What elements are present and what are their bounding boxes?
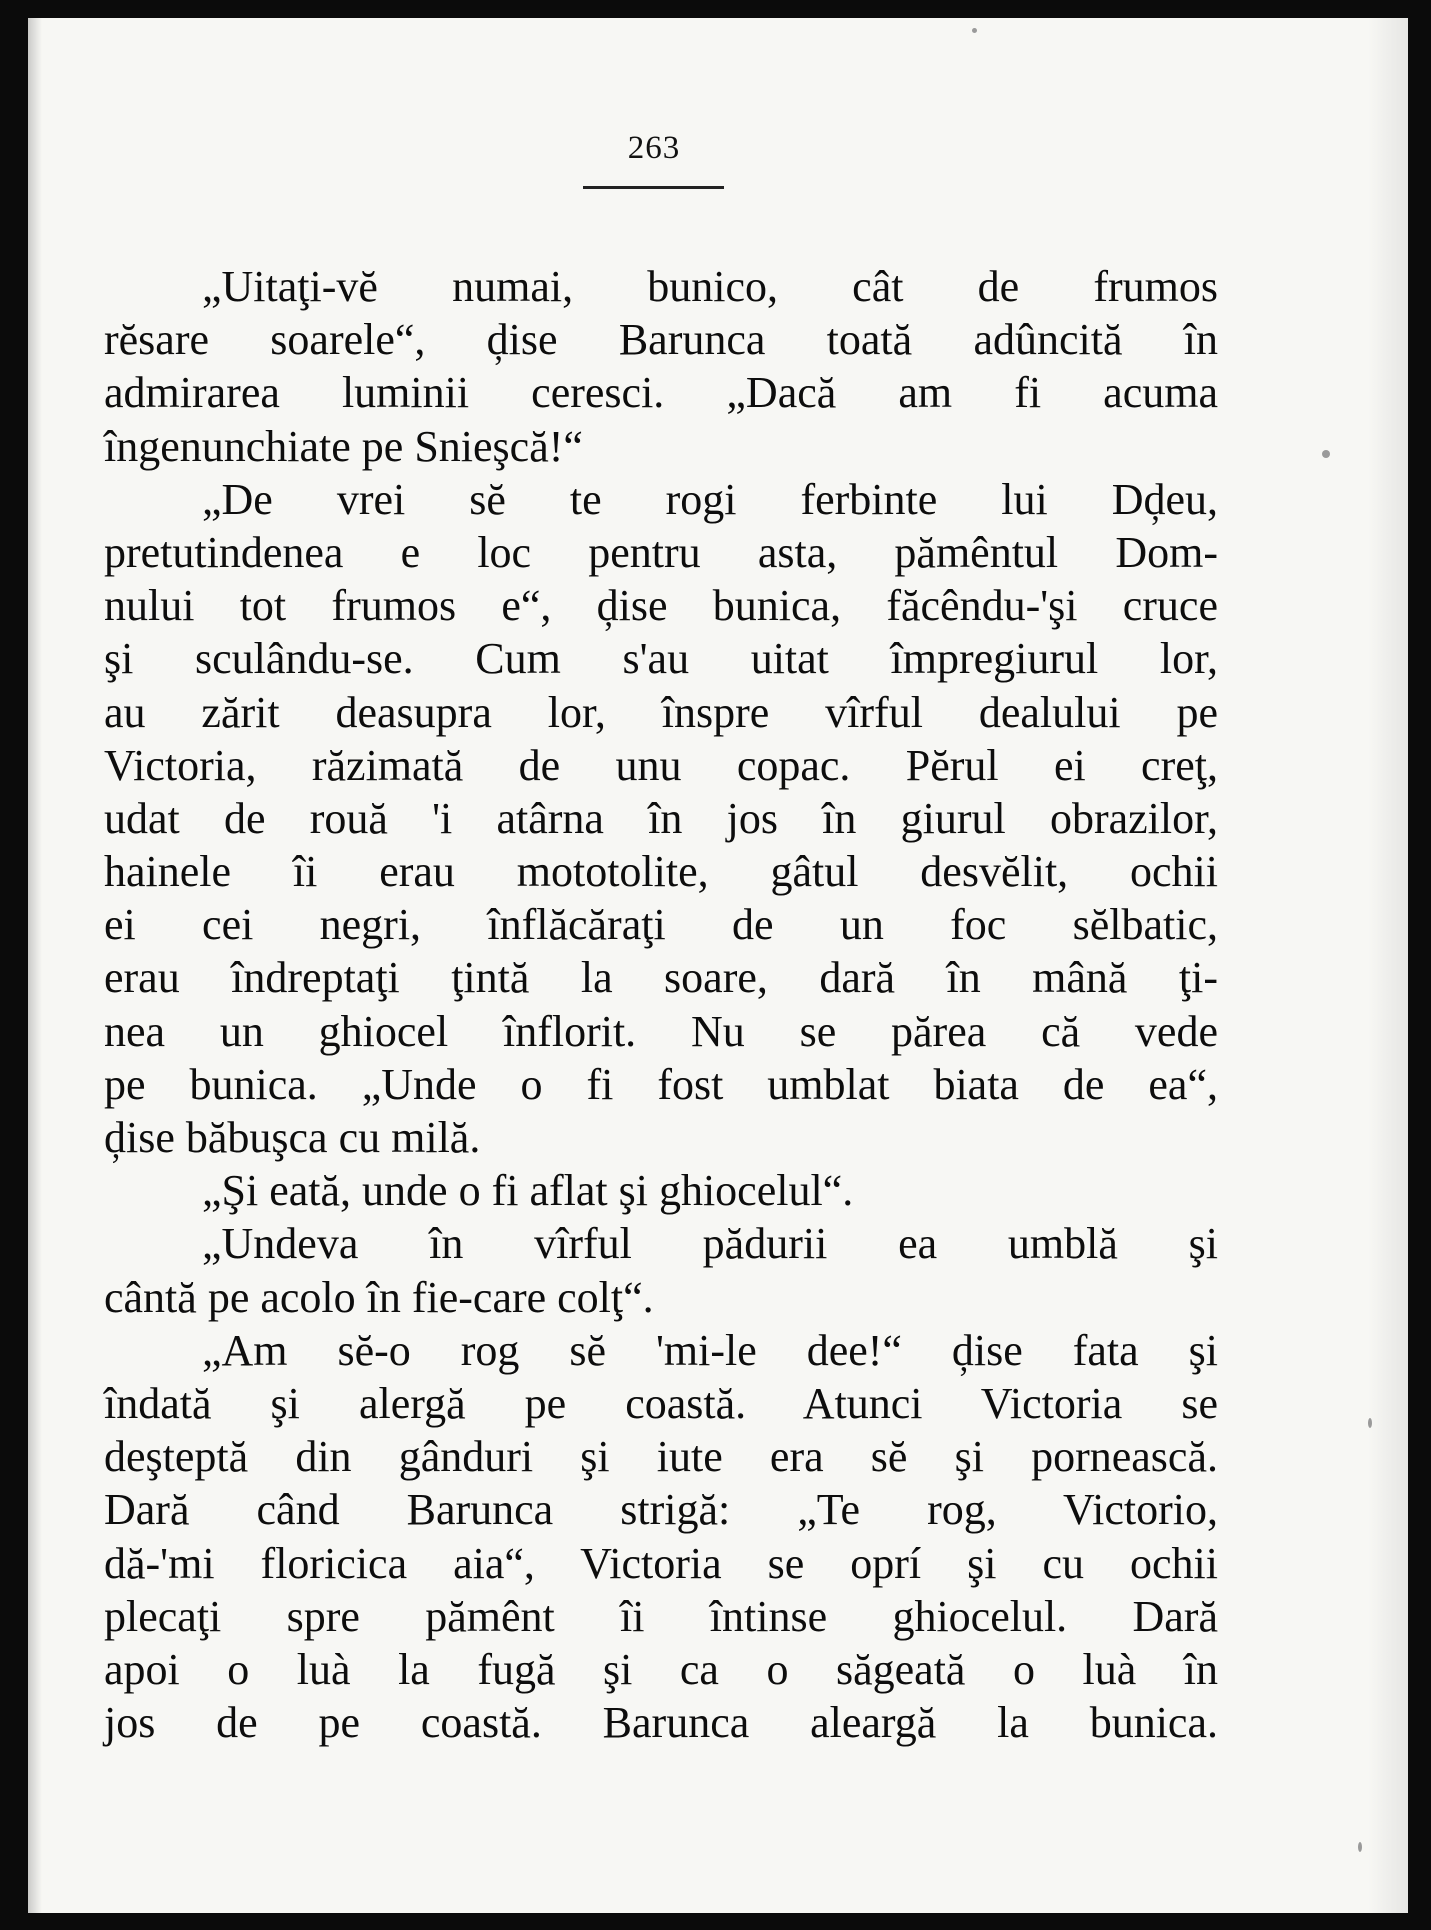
text-line: „Uitaţi-vĕ numai, bunico, cât de frumos [202,262,1218,311]
page-number-rule [583,186,724,189]
book-page [28,18,1408,1913]
text-line: ei cei negri, înflăcăraţi de un foc sĕlbatic, [104,900,1218,950]
text-line: pe bunica. „Unde o fi fost umblat biata de ea“, [104,1059,1218,1109]
text-line: apoi o luà la fugă şi ca o săgeată o luà în [104,1644,1218,1694]
text-line: rĕsare soarele“, ḑise Barunca toată adûncită în [104,315,1218,365]
text-line: „Am sĕ-o rog sĕ 'mi-le dee!“ ḑise fata şi [202,1325,1218,1375]
text-line: şi sculându-se. Cum s'au uitat împregiurul lor, [104,634,1218,684]
text-line: plecaţi spre pămênt îi întinse ghiocelul. Dară [104,1591,1218,1641]
text-line: deşteptă din gânduri şi iute era sĕ şi pornească. [104,1432,1218,1482]
text-line: erau îndreptaţi ţintă la soare, dară în mână ţi- [104,953,1218,1003]
text-line: îngenunchiate pe Snieşcă!“ [104,421,583,471]
paper-speck [1368,1418,1372,1428]
body-text [104,260,1218,1749]
text-line: dă-'mi floricica aia“, Victoria se oprí şi cu ochii [104,1538,1218,1588]
text-line: jos de pe coastă. Barunca aleargă la bunica. [104,1698,1218,1748]
paper-speck [1358,1842,1362,1852]
text-line: „Şi eată, unde o fi aflat şi ghiocelul“. [202,1166,854,1216]
paper-speck [972,28,977,33]
text-line: au zărit deasupra lor, înspre vîrful dealului pe [104,687,1218,737]
text-line: pretutindenea e loc pentru asta, pămêntul Dom- [104,527,1218,577]
text-line: „De vrei sĕ te rogi ferbinte lui Dḑeu, [202,474,1218,524]
text-line: Victoria, răzimată de unu copac. Pĕrul ei creţ, [104,740,1218,790]
paper-speck [1322,450,1330,458]
text-line: nului tot frumos e“, ḑise bunica, făcêndu-'şi cruce [104,581,1218,631]
text-line: admirarea luminii ceresci. „Dacă am fi acuma [104,368,1218,418]
text-line: cântă pe acolo în fie-care colţ“. [104,1272,654,1322]
text-line: îndată şi alergă pe coastă. Atunci Victoria se [104,1378,1218,1428]
page-number: 263 [627,130,681,166]
text-line: hainele îi erau mototolite, gâtul desvĕlit, ochii [104,847,1218,897]
text-line: Dară când Barunca strigă: „Te rog, Victorio, [104,1485,1218,1535]
text-line: udat de rouă 'i atârna în jos în giurul obrazilor, [104,793,1218,843]
text-line: nea un ghiocel înflorit. Nu se părea că vede [104,1006,1218,1056]
text-line: ḑise băbuşca cu milă. [104,1113,481,1162]
text-line: „Undeva în vîrful pădurii ea umblă şi [202,1219,1218,1269]
